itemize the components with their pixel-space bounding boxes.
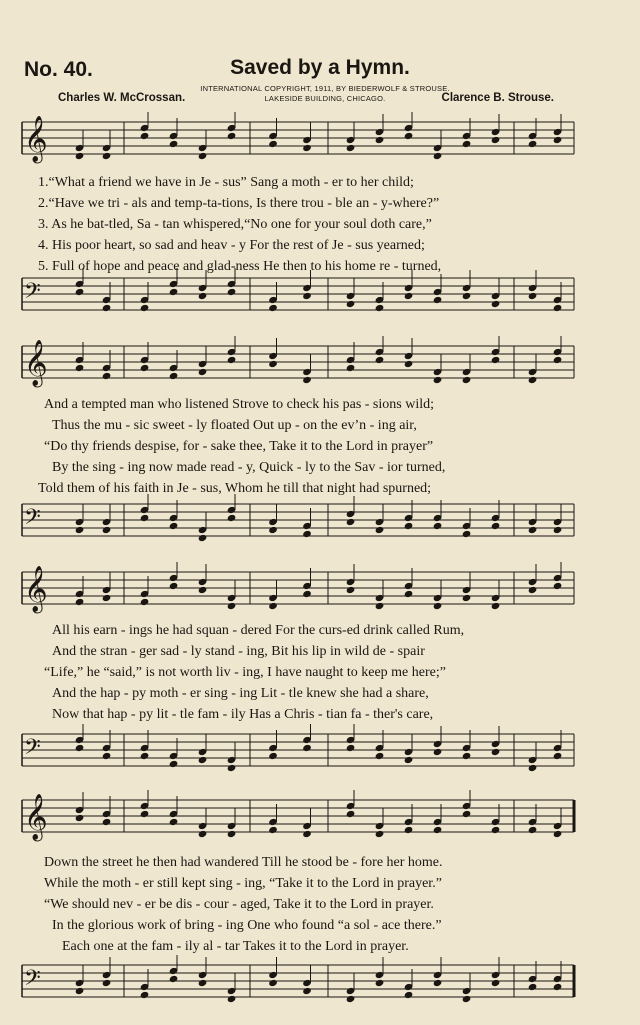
note-head (198, 979, 208, 987)
note-head (491, 602, 501, 610)
note-head (528, 983, 538, 991)
note-head (198, 756, 208, 764)
note-head (102, 594, 112, 602)
composer-credit: Clarence B. Strouse. (441, 92, 554, 104)
verse-block-2 (0, 394, 640, 499)
note-head (462, 995, 472, 1003)
verse-block-1 (0, 172, 640, 277)
note-head (140, 514, 150, 522)
note-head (553, 526, 563, 534)
note-head (346, 995, 356, 1003)
note-head (553, 752, 563, 760)
note-head (462, 530, 472, 538)
note-head (75, 364, 85, 372)
note-head (302, 292, 312, 300)
lyric-line: And the hap - py moth - er sing - ing Lit - tle knew she had a share, (52, 686, 429, 701)
note-head (75, 526, 85, 534)
note-head (169, 288, 179, 296)
treble-staff-4 (0, 790, 640, 846)
note-head (302, 830, 312, 838)
note-head (553, 582, 563, 590)
note-head (227, 830, 237, 838)
lyric-line: “Life,” he “said,” is not worth liv - ing, I have naught to keep me here;” (44, 665, 446, 680)
note-head (302, 376, 312, 384)
note-head (404, 826, 414, 834)
note-head (462, 376, 472, 384)
note-head (102, 304, 112, 312)
note-head (346, 810, 356, 818)
lyric-line: Down the street he then had wandered Till he stood be - fore her home. (44, 855, 443, 870)
note-head (227, 995, 237, 1003)
note-head (491, 748, 501, 756)
note-head (346, 144, 356, 152)
note-head (528, 764, 538, 772)
note-head (102, 152, 112, 160)
note-head (528, 376, 538, 384)
lyric-line: By the sing - ing now made read - y, Quick - ly to the Sav - ior turned, (52, 460, 446, 475)
note-head (491, 300, 501, 308)
bass-staff-2 (0, 494, 640, 544)
note-head (198, 292, 208, 300)
note-head (227, 288, 237, 296)
note-head (433, 296, 443, 304)
note-head (268, 826, 278, 834)
lyric-line: 5. Full of hope and peace and glad-ness He then to his home re - turned, (38, 259, 442, 274)
treble-clef-icon: 𝄞 (24, 794, 48, 840)
note-head (75, 598, 85, 606)
note-head (102, 979, 112, 987)
note-head (528, 292, 538, 300)
note-head (404, 522, 414, 530)
hymn-title: Saved by a Hymn. (230, 56, 410, 79)
note-head (169, 975, 179, 983)
verse-block-4 (0, 852, 640, 957)
note-head (169, 818, 179, 826)
note-head (553, 304, 563, 312)
note-head (404, 360, 414, 368)
note-head (198, 534, 208, 542)
note-head (268, 752, 278, 760)
treble-staff-1 (0, 112, 640, 168)
note-head (75, 744, 85, 752)
lyric-line: Now that hap - py lit - tle fam - ily Has a Chris - tian fa - ther's care, (52, 707, 434, 722)
note-head (198, 368, 208, 376)
note-head (346, 300, 356, 308)
note-head (75, 152, 85, 160)
note-head (140, 132, 150, 140)
note-head (491, 356, 501, 364)
note-head (302, 590, 312, 598)
note-head (268, 304, 278, 312)
bass-clef-icon: 𝄢 (24, 279, 41, 309)
note-head (102, 818, 112, 826)
lyric-line: Told them of his faith in Je - sus, Whom he till that night had spurned; (38, 481, 432, 496)
note-head (268, 979, 278, 987)
note-head (227, 514, 237, 522)
note-head (375, 356, 385, 364)
note-head (433, 376, 443, 384)
note-head (375, 304, 385, 312)
note-head (491, 136, 501, 144)
note-head (302, 530, 312, 538)
note-head (462, 810, 472, 818)
note-head (375, 526, 385, 534)
note-head (227, 764, 237, 772)
note-head (140, 991, 150, 999)
note-head (198, 830, 208, 838)
note-head (404, 756, 414, 764)
note-head (375, 136, 385, 144)
note-head (462, 292, 472, 300)
lyric-line: “Do thy friends despise, for - sake thee, Take it to the Lord in prayer” (44, 439, 434, 454)
bass-staff-1 (0, 268, 640, 318)
note-head (346, 518, 356, 526)
bass-clef-icon: 𝄢 (24, 735, 41, 765)
note-head (75, 288, 85, 296)
note-head (169, 140, 179, 148)
note-head (102, 372, 112, 380)
note-head (268, 140, 278, 148)
note-head (227, 132, 237, 140)
note-head (227, 602, 237, 610)
treble-staff-3 (0, 562, 640, 618)
note-head (140, 752, 150, 760)
lyric-line: Thus the mu - sic sweet - ly floated Out up - on the ev’n - ing air, (52, 418, 417, 433)
note-head (346, 744, 356, 752)
lyric-line: 2.“Have we tri - als and temp-ta-tions, Is there trou - ble an - y-where?” (38, 196, 440, 211)
note-head (198, 152, 208, 160)
note-head (433, 979, 443, 987)
lyric-line: 3. As he bat-tled, Sa - tan whispered,“No one for your soul doth care,” (38, 217, 432, 232)
lyric-line: Each one at the fam - ily al - tar Takes it to the Lord in prayer. (62, 939, 409, 954)
note-head (553, 356, 563, 364)
copyright-line-1: INTERNATIONAL COPYRIGHT, 1911, BY BIEDERWOLF & STROUSE. (200, 84, 450, 93)
note-head (302, 744, 312, 752)
note-head (169, 582, 179, 590)
note-head (302, 144, 312, 152)
treble-staff-2 (0, 336, 640, 392)
bass-staff-3 (0, 724, 640, 774)
note-head (169, 522, 179, 530)
note-head (140, 810, 150, 818)
note-head (75, 987, 85, 995)
hymn-number: No. 40. (24, 58, 93, 81)
note-head (268, 602, 278, 610)
note-head (404, 991, 414, 999)
note-head (375, 752, 385, 760)
lyric-line: “We should nev - er be dis - cour - aged, Take it to the Lord in prayer. (44, 897, 434, 912)
note-head (102, 752, 112, 760)
lyric-line: 4. His poor heart, so sad and heav - y For the rest of Je - sus yearned; (38, 238, 425, 253)
note-head (462, 140, 472, 148)
note-head (375, 979, 385, 987)
lyric-line: All his earn - ings he had squan - dered For the curs-ed drink called Rum, (52, 623, 465, 638)
note-head (268, 360, 278, 368)
note-head (433, 826, 443, 834)
note-head (553, 983, 563, 991)
note-head (491, 826, 501, 834)
note-head (75, 814, 85, 822)
note-head (528, 526, 538, 534)
note-head (169, 372, 179, 380)
note-head (528, 140, 538, 148)
note-head (404, 590, 414, 598)
note-head (553, 136, 563, 144)
note-head (491, 522, 501, 530)
lyric-line: 1.“What a friend we have in Je - sus” Sang a moth - er to her child; (38, 175, 414, 190)
note-head (140, 364, 150, 372)
note-head (433, 522, 443, 530)
treble-clef-icon: 𝄞 (24, 566, 48, 612)
note-head (375, 830, 385, 838)
lyric-line: In the glorious work of bring - ing One who found “a sol - ace there.” (52, 918, 442, 933)
note-head (227, 356, 237, 364)
note-head (433, 748, 443, 756)
lyric-line: While the moth - er still kept sing - ing, “Take it to the Lord in prayer.” (44, 876, 442, 891)
note-head (140, 304, 150, 312)
note-head (553, 830, 563, 838)
note-head (346, 586, 356, 594)
note-head (462, 594, 472, 602)
note-head (528, 826, 538, 834)
verse-block-3 (0, 620, 640, 725)
treble-clef-icon: 𝄞 (24, 116, 48, 162)
note-head (346, 364, 356, 372)
note-head (375, 602, 385, 610)
note-head (169, 760, 179, 768)
bass-clef-icon: 𝄢 (24, 505, 41, 535)
note-head (198, 586, 208, 594)
note-head (462, 752, 472, 760)
note-head (528, 586, 538, 594)
note-head (491, 979, 501, 987)
note-head (102, 526, 112, 534)
copyright-notice (200, 84, 450, 104)
lyric-line: And the stran - ger sad - ly stand - ing, Bit his lip in wild de - spair (52, 644, 425, 659)
note-head (433, 602, 443, 610)
lyricist-credit: Charles W. McCrossan. (58, 92, 186, 104)
note-head (404, 292, 414, 300)
copyright-line-2: LAKESIDE BUILDING, CHICAGO. (264, 94, 386, 103)
note-head (433, 152, 443, 160)
note-head (140, 598, 150, 606)
treble-clef-icon: 𝄞 (24, 340, 48, 386)
lyric-line: And a tempted man who listened Strove to check his pas - sions wild; (44, 397, 434, 412)
bass-clef-icon: 𝄢 (24, 966, 41, 996)
note-head (268, 526, 278, 534)
note-head (404, 132, 414, 140)
note-head (302, 987, 312, 995)
bass-staff-4 (0, 955, 640, 1005)
